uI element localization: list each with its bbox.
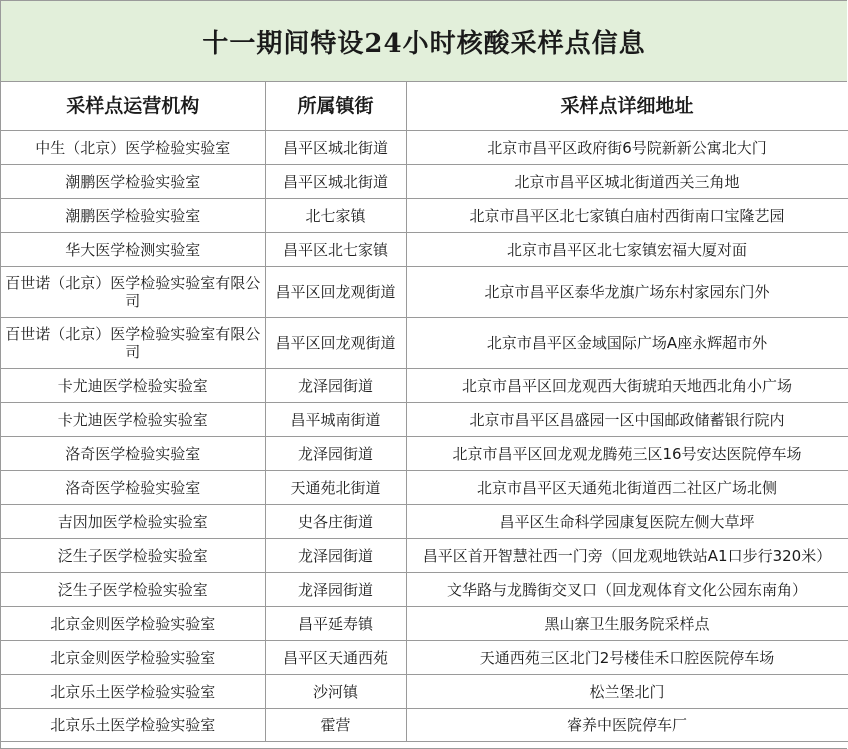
page-title: 十一期间特设24小时核酸采样点信息 (202, 28, 646, 59)
table-row (1, 165, 848, 199)
cell-town: 天通苑北街道 (265, 471, 406, 505)
cell-org: 潮鹏医学检验实验室 (1, 199, 265, 233)
cell-address: 天通西苑三区北门2号楼佳禾口腔医院停车场 (406, 641, 848, 675)
header-town: 所属镇街 (265, 82, 406, 131)
cell-town: 昌平城南街道 (265, 403, 406, 437)
cell-org: 吉因加医学检验实验室 (1, 505, 265, 539)
table-row (1, 607, 848, 641)
cell-org: 华大医学检测实验室 (1, 233, 265, 267)
cell-town: 北七家镇 (265, 199, 406, 233)
table-row (1, 369, 848, 403)
table-row (1, 641, 848, 675)
cell-org: 卡尤迪医学检验实验室 (1, 369, 265, 403)
title-bar (1, 1, 847, 82)
cell-town: 龙泽园街道 (265, 539, 406, 573)
table-row (1, 318, 848, 369)
cell-town: 昌平区北七家镇 (265, 233, 406, 267)
cell-town: 昌平区回龙观街道 (265, 318, 406, 369)
cell-address: 北京市昌平区金域国际广场A座永辉超市外 (406, 318, 848, 369)
cell-org: 洛奇医学检验实验室 (1, 437, 265, 471)
cell-town: 昌平区城北街道 (265, 131, 406, 165)
table-row (1, 471, 848, 505)
cell-org: 北京乐土医学检验实验室 (1, 709, 265, 742)
cell-org: 北京金则医学检验实验室 (1, 641, 265, 675)
cell-org: 泛生子医学检验实验室 (1, 573, 265, 607)
cell-address: 北京市昌平区泰华龙旗广场东村家园东门外 (406, 267, 848, 318)
cell-town: 昌平区天通西苑 (265, 641, 406, 675)
header-org: 采样点运营机构 (1, 82, 265, 131)
table-row (1, 709, 848, 742)
cell-address: 北京市昌平区天通苑北街道西二社区广场北侧 (406, 471, 848, 505)
header-address: 采样点详细地址 (406, 82, 848, 131)
table-row (1, 675, 848, 709)
table-row (1, 573, 848, 607)
sampling-sites-table (1, 82, 848, 742)
cell-town: 龙泽园街道 (265, 369, 406, 403)
cell-town: 昌平延寿镇 (265, 607, 406, 641)
table-row (1, 403, 848, 437)
cell-address: 昌平区首开智慧社西一门旁（回龙观地铁站A1口步行320米） (406, 539, 848, 573)
cell-org: 中生（北京）医学检验实验室 (1, 131, 265, 165)
table-row (1, 233, 848, 267)
cell-address: 黑山寨卫生服务院采样点 (406, 607, 848, 641)
cell-address: 北京市昌平区北七家镇宏福大厦对面 (406, 233, 848, 267)
cell-town: 霍营 (265, 709, 406, 742)
cell-town: 史各庄街道 (265, 505, 406, 539)
cell-address: 昌平区生命科学园康复医院左侧大草坪 (406, 505, 848, 539)
cell-address: 北京市昌平区回龙观龙腾苑三区16号安达医院停车场 (406, 437, 848, 471)
cell-org: 百世诺（北京）医学检验实验室有限公司 (1, 318, 265, 369)
cell-address: 北京市昌平区回龙观西大街琥珀天地西北角小广场 (406, 369, 848, 403)
cell-town: 昌平区城北街道 (265, 165, 406, 199)
cell-address: 北京市昌平区城北街道西关三角地 (406, 165, 848, 199)
table-row (1, 505, 848, 539)
cell-org: 洛奇医学检验实验室 (1, 471, 265, 505)
cell-address: 北京市昌平区北七家镇白庙村西街南口宝隆艺园 (406, 199, 848, 233)
cell-address: 睿养中医院停车厂 (406, 709, 848, 742)
header-row (1, 82, 848, 131)
cell-org: 泛生子医学检验实验室 (1, 539, 265, 573)
cell-org: 潮鹏医学检验实验室 (1, 165, 265, 199)
cell-town: 沙河镇 (265, 675, 406, 709)
table-row (1, 267, 848, 318)
cell-address: 文华路与龙腾街交叉口（回龙观体育文化公园东南角） (406, 573, 848, 607)
table-row (1, 131, 848, 165)
table-row (1, 199, 848, 233)
table-body (1, 131, 848, 742)
cell-town: 龙泽园街道 (265, 437, 406, 471)
cell-address: 松兰堡北门 (406, 675, 848, 709)
cell-town: 昌平区回龙观街道 (265, 267, 406, 318)
cell-address: 北京市昌平区昌盛园一区中国邮政储蓄银行院内 (406, 403, 848, 437)
cell-org: 卡尤迪医学检验实验室 (1, 403, 265, 437)
cell-town: 龙泽园街道 (265, 573, 406, 607)
table-row (1, 437, 848, 471)
table-row (1, 539, 848, 573)
cell-org: 北京金则医学检验实验室 (1, 607, 265, 641)
cell-org: 北京乐土医学检验实验室 (1, 675, 265, 709)
cell-address: 北京市昌平区政府街6号院新新公寓北大门 (406, 131, 848, 165)
cell-org: 百世诺（北京）医学检验实验室有限公司 (1, 267, 265, 318)
